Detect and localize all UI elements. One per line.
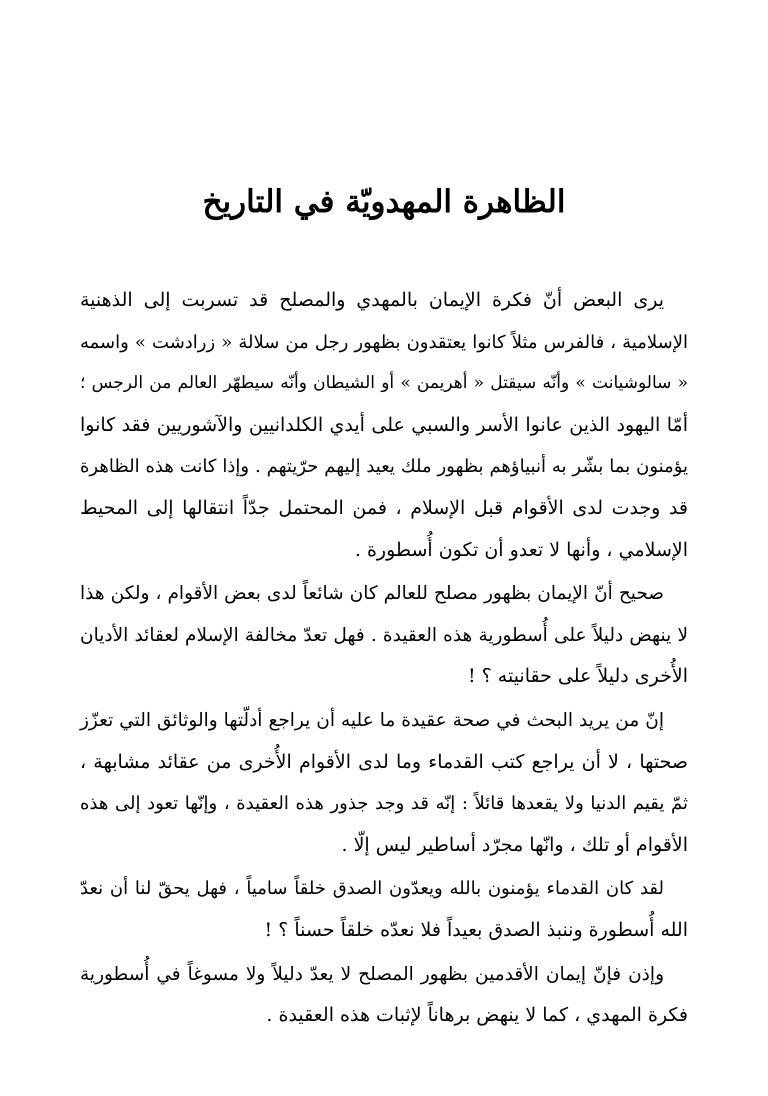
text-line: لقد كان القدماء يؤمنون بالله ويعدّون الصدق خلقاً سامياً ، فهل يحقّ لنا أن نعدّ <box>80 878 664 900</box>
text-line: فكرة المهدي ، كما لا ينهض برهاناً لإثبات هذه العقيدة . <box>266 1004 688 1027</box>
text-line: الإسلامي ، وأنها لا تعدو أن تكون أُسطورة . <box>354 538 688 561</box>
text-line: وإذن فإنّ إيمان الأقدمين بظهور المصلح لا يعدّ دليلاً ولا مسوغاً في أُسطورية <box>80 963 664 985</box>
text-line: إنّ من يريد البحث في صحة عقيدة ما عليه أن يراجع أدلّتها والوثائق التي تعزّز <box>80 709 664 731</box>
text-line: « سالوشيانت » وأنّه سيقتل « أهريمن » أو الشيطان وأنّه سيطهّر العالم من الرجس ؛ <box>80 373 688 394</box>
paragraph-1 <box>80 280 688 571</box>
text-line: يرى البعض أنّ فكرة الإيمان بالمهدي والمصلح قد تسربت إلى الذهنية <box>80 289 664 311</box>
paragraph-3 <box>80 700 688 866</box>
paragraph-5 <box>80 954 688 1037</box>
paragraph-2 <box>80 573 688 698</box>
text-line: الإسلامية ، فالفرس مثلاً كانوا يعتقدون بظهور رجل من سلالة « زرادشت » واسمه <box>80 331 688 353</box>
text-line: لا ينهض دليلاً على أُسطورية هذه العقيدة . فهل تعدّ مخالفة الإسلام لعقائد الأديان <box>80 624 688 646</box>
text-line: أمّا اليهود الذين عانوا الأسر والسبي على أيدي الكلدانيين والآشوريين فقد كانوا <box>80 413 688 436</box>
document-body <box>80 280 688 1039</box>
text-line: الله أُسطورة وننبذ الصدق بعيداً فلا نعدّه خلقاً حسناً ؟ ! <box>264 918 688 941</box>
text-line: الأُخرى دليلاً على حقانيته ؟ ! <box>467 665 688 688</box>
text-line: صحيح أنّ الإيمان بظهور مصلح للعالم كان شائعاً لدى بعض الأقوام ، ولكن هذا <box>80 583 664 605</box>
text-line: الأقوام أو تلك ، وانّها مجرّد أساطير ليس إلّا . <box>341 833 688 856</box>
text-line: صحتها ، لا أن يراجع كتب القدماء وما لدى الأقوام الأُخرى من عقائد مشابهة ، <box>80 750 688 773</box>
page-title: الظاهرة المهدويّة في التاريخ <box>202 184 566 220</box>
paragraph-4 <box>80 868 688 951</box>
text-line: ثمّ يقيم الدنيا ولا يقعدها قائلاً : إنّه قد وجد جذور هذه العقيدة ، وإنّها تعود إلى هذه <box>80 793 688 815</box>
text-line: قد وجدت لدى الأقوام قبل الإسلام ، فمن المحتمل جدّاً انتقالها إلى المحيط <box>80 496 688 519</box>
text-line: يؤمنون بما بشّر به أنبياؤهم بظهور ملك يعيد إليهم حرّيتهم . وإذا كانت هذه الظاهرة <box>80 456 688 478</box>
